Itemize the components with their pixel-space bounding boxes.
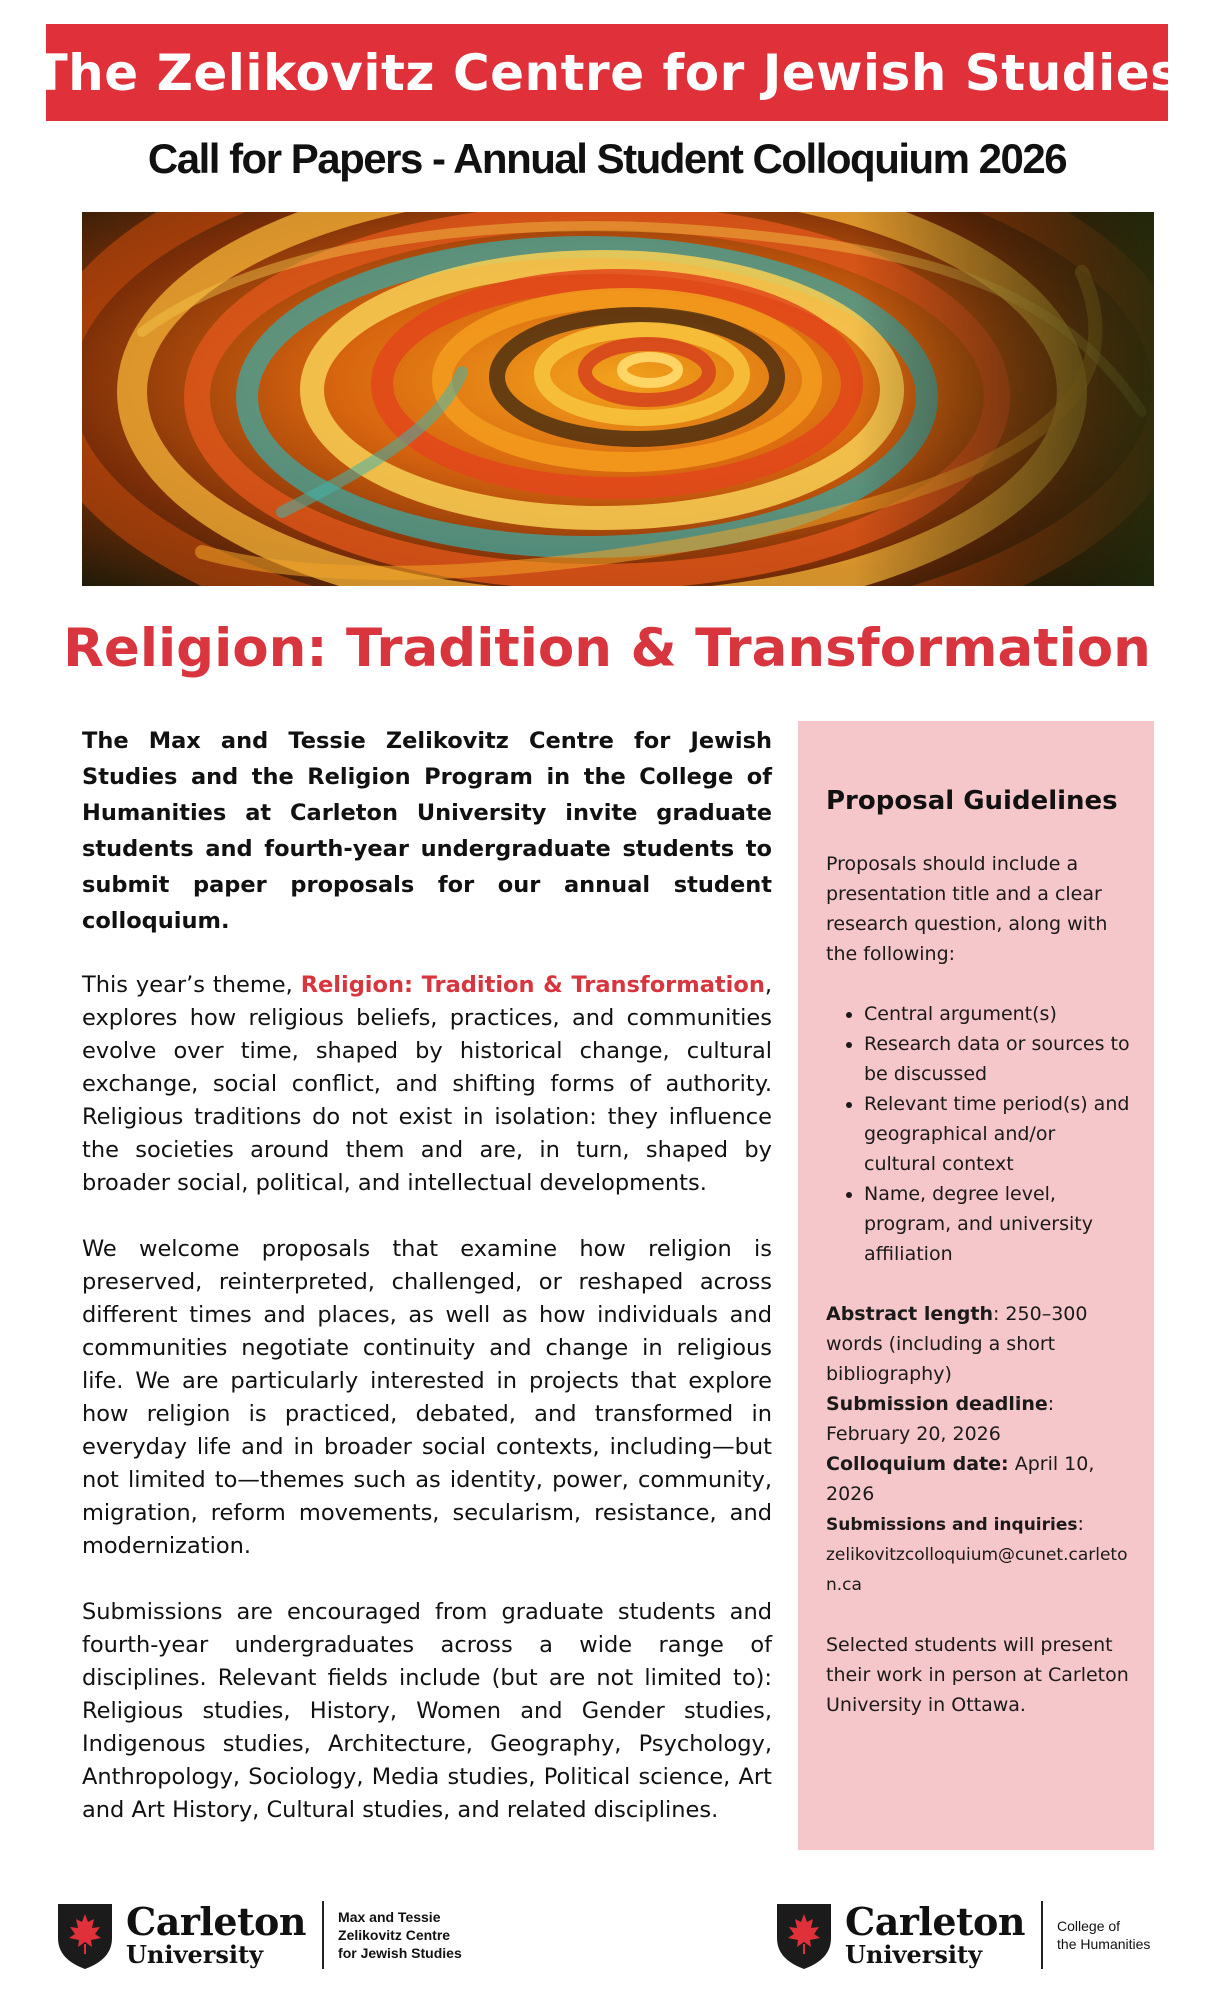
college-unit-name: College of the Humanities [1057, 1918, 1151, 1952]
logo-divider [1041, 1901, 1043, 1969]
carleton-shield-icon [56, 1900, 114, 1970]
submissions-paragraph: Submissions are encouraged from graduate students and fourth-year undergraduates across a wide range of disciplines. Relevant fields include (but are not limited to): Religious studies, History, Women and Gender studies, Indigenous studies, Architecture, Geography, Psychology, Anthropology, Sociology, Media studies, Political science, Art and Art History, Cultural studies, and related disciplines. [82, 1599, 772, 1823]
theme-paragraph-rest: , explores how religious beliefs, practices, and communities evolve over time, shaped by historical change, cultural exchange, social conflict, and shifting forms of authority. Religious traditions do not exist in isolation: they influence the societies around them and are, in turn, shaped by broader social, political, and intellectual developments. [82, 972, 773, 1196]
submission-deadline [826, 1389, 1132, 1449]
colloquium-date [826, 1449, 1132, 1509]
carleton-wordmark [845, 1899, 1026, 1969]
centre-title: The Zelikovitz Centre for Jewish Studies [33, 43, 1181, 102]
welcome-paragraph: We welcome proposals that examine how religion is preserved, reinterpreted, challenged, or reshaped across different times and places, as well as how individuals and communities negotiate continuity and change in religious life. We are particularly interested in projects that explore how religion is practiced, debated, and transformed in everyday life and in broader social contexts, including—but not limited to—themes such as identity, power, community, migration, reform movements, secularism, resistance, and modernization. [82, 1236, 772, 1559]
college-humanities-logo [775, 1900, 1150, 1970]
theme-heading: Religion: Tradition & Transformation [63, 618, 1151, 679]
wordmark-carleton: Carleton [126, 1899, 307, 1944]
deadline-value: February 20, 2026 [826, 1423, 1001, 1445]
submissions-inquiries [826, 1509, 1132, 1540]
guidelines-title: Proposal Guidelines [826, 786, 1118, 816]
guidelines-closing: Selected students will present their work in person at Carleton University in Ottawa. [826, 1634, 1129, 1716]
centre-unit-name: Max and Tessie Zelikovitz Centre for Jewish Studies [338, 1909, 462, 1961]
abstract-length [826, 1299, 1132, 1389]
theme-paragraph-start: This year’s theme, [82, 972, 301, 998]
guideline-item: • Name, degree level, program, and university affiliation [864, 1179, 1132, 1269]
header-banner [33, 24, 1181, 121]
date-label: Colloquium date: [826, 1453, 1009, 1475]
inquiries-email[interactable]: zelikovitzcolloquium@cunet.carleton.ca [826, 1545, 1128, 1595]
spacer [826, 1600, 1132, 1630]
abstract-value: : 250–300 words (including a short bibliography) [826, 1303, 1088, 1385]
proposal-guidelines-panel [798, 721, 1154, 1850]
carleton-shield-icon [775, 1900, 833, 1970]
inquiries-colon: : [1077, 1513, 1084, 1535]
main-text-column [82, 723, 772, 1860]
logo-divider [322, 1901, 324, 1969]
deadline-label: Submission deadline [826, 1393, 1048, 1415]
swirl-graphic [82, 212, 1154, 586]
theme-inline-highlight: Religion: Tradition & Transformation [300, 972, 765, 998]
guidelines-list [826, 999, 1132, 1269]
wordmark-university: University [845, 1940, 983, 1969]
wordmark-university: University [126, 1940, 264, 1969]
theme-paragraph [82, 969, 772, 1200]
deadline-colon: : [1047, 1393, 1055, 1415]
inquiries-label: Submissions and inquiries [826, 1515, 1078, 1535]
page-subtitle: Call for Papers - Annual Student Colloquium 2026 [147, 135, 1067, 182]
carleton-wordmark [126, 1899, 307, 1969]
guideline-item: • Research data or sources to be discussed [864, 1029, 1132, 1089]
wordmark-carleton: Carleton [845, 1899, 1026, 1944]
guideline-item: • Central argument(s) [864, 999, 1132, 1029]
guidelines-lead: Proposals should include a presentation title and a clear research question, along with the following: [826, 853, 1108, 965]
zelikovitz-centre-logo [56, 1900, 462, 1970]
intro-paragraph: The Max and Tessie Zelikovitz Centre for Jewish Studies and the Religion Program in the College of Humanities at Carleton University invite graduate students and fourth-year undergraduate students to submit paper proposals for our annual student colloquium. [82, 728, 772, 934]
date-value: April 10, 2026 [826, 1453, 1095, 1505]
abstract-label: Abstract length [826, 1303, 993, 1325]
guideline-item: • Relevant time period(s) and geographical and/or cultural context [864, 1089, 1132, 1179]
swirl-image [82, 212, 1154, 586]
